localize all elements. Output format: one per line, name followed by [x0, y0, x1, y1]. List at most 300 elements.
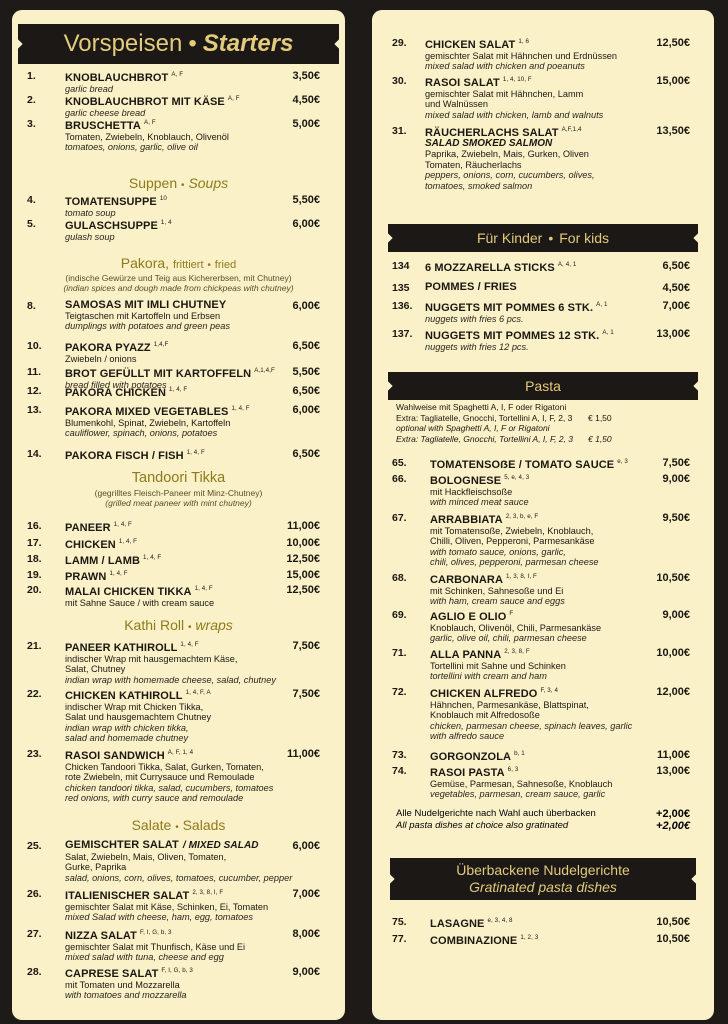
- item-price: 6,50€: [292, 385, 320, 397]
- item-number: 3.: [27, 118, 36, 130]
- item-title: [65, 584, 320, 598]
- kids-header: Für Kinder • For kids: [388, 224, 698, 252]
- item-price: 10,00€: [656, 647, 690, 659]
- item-price: 13,50€: [656, 125, 690, 137]
- item-name: BOLOGNESE: [430, 475, 502, 487]
- item-number: 68.: [392, 572, 407, 584]
- menu-item: [392, 686, 690, 742]
- item-description-de: Chilli, Oliven, Pepperoni, Parmesankäse: [430, 536, 595, 546]
- menu-item: [27, 194, 320, 218]
- pasta-header: Pasta: [388, 372, 698, 400]
- menu-item: [392, 933, 690, 947]
- item-number: 26.: [27, 888, 42, 900]
- item-name: GULASCHSUPPE: [65, 220, 158, 232]
- item-number: 28.: [27, 966, 42, 978]
- item-description-en: cauliflower, spinach, onions, potatoes: [65, 428, 218, 438]
- item-number: 23.: [27, 748, 42, 760]
- allergen-codes: 1, 4: [160, 219, 172, 226]
- item-description-de: Salat, Chutney: [65, 664, 126, 674]
- item-name: GORGONZOLA: [430, 751, 512, 763]
- allergen-codes: A, F: [143, 119, 156, 126]
- item-subtitle: / MIXED SALAD: [182, 840, 259, 851]
- item-name: KNOBLAUCHBROT MIT KÄSE: [65, 96, 225, 108]
- item-name: KNOBLAUCHBROT: [65, 72, 169, 84]
- item-title: [430, 647, 690, 661]
- item-title: [65, 569, 320, 583]
- menu-item: [392, 749, 690, 763]
- right-menu-panel: [372, 10, 714, 1020]
- item-name: PAKORA PYAZZ: [65, 342, 151, 354]
- item-description-en: with alfredo sauce: [430, 731, 505, 741]
- item-number: 74.: [392, 765, 407, 777]
- item-price: 15,00€: [286, 569, 320, 581]
- item-number: 21.: [27, 640, 42, 652]
- item-number: 75.: [392, 916, 407, 928]
- item-description-de: und Walnüssen: [425, 99, 488, 109]
- menu-item: [392, 765, 690, 800]
- menu-item: [392, 609, 690, 644]
- item-description-de: rote Zwiebeln, mit Currysauce und Remoulade: [65, 772, 255, 782]
- gratin-extra: Alle Nudelgerichte nach Wahl auch überbacken +2,00€ All pasta dishes at choice also gratinated +2,00€: [396, 808, 690, 832]
- item-title: [430, 512, 690, 526]
- item-title: [425, 75, 690, 89]
- item-number: 10.: [27, 340, 42, 352]
- item-description-de: Salat und hausgemachtem Chutney: [65, 712, 212, 722]
- item-title: [65, 448, 320, 462]
- item-number: 12.: [27, 385, 42, 397]
- menu-item: [27, 118, 320, 153]
- menu-item: [392, 572, 690, 607]
- item-description-de: mit Sahne Sauce / with cream sauce: [65, 597, 215, 608]
- allergen-codes: A,1,4,F: [254, 367, 275, 374]
- item-price: 10,50€: [656, 916, 690, 928]
- allergen-codes: 1, 4, F, A: [185, 689, 211, 696]
- item-title: [65, 404, 320, 418]
- item-number: 69.: [392, 609, 407, 621]
- item-description-en: chicken tandoori tikka, salad, cucumbers, tomatoes: [65, 782, 274, 793]
- menu-item: [27, 218, 320, 242]
- menu-item: [27, 520, 320, 534]
- allergen-codes: 1, 4, F: [180, 641, 199, 648]
- allergen-codes: A,F,1,4: [561, 126, 582, 133]
- menu-item: [27, 748, 320, 804]
- item-name: ARRABBIATA: [430, 514, 503, 526]
- menu-item: [392, 125, 690, 191]
- item-price: 11,00€: [286, 748, 320, 760]
- item-price: 5,50€: [292, 366, 320, 378]
- item-title: [65, 888, 320, 902]
- item-price: 9,00€: [292, 966, 320, 978]
- item-description-en: mixed salad with tuna, cheese and egg: [65, 952, 224, 962]
- item-number: 11.: [27, 366, 42, 378]
- item-price: 15,00€: [656, 75, 690, 87]
- item-description-en: salad, onions, corn, olives, tomatoes, cucumber, pepper: [65, 872, 293, 883]
- allergen-codes: 1, 3, 8, I, F: [506, 573, 537, 580]
- item-number: 25.: [27, 840, 42, 852]
- menu-item: [392, 457, 690, 471]
- allergen-codes: 1, 4, 10, F: [502, 76, 532, 83]
- item-title: [65, 340, 320, 354]
- item-name: NIZZA SALAT: [65, 930, 137, 942]
- item-title: [425, 260, 690, 274]
- item-description-de: Tomaten, Räucherlachs: [425, 159, 522, 170]
- pakora-note: (indische Gewürze und Teig aus Kichererbsen, mit Chutney) (indian spices and dough made from chickpeas with chutney): [63, 273, 294, 293]
- allergen-codes: 2, 3, 8, F: [504, 648, 530, 655]
- item-number: 1.: [27, 70, 36, 82]
- item-description-de: Chicken Tandoori Tikka, Salat, Gurken, Tomaten,: [65, 761, 264, 772]
- item-description-de: Blumenkohl, Spinat, Zwiebeln, Kartoffeln: [65, 417, 231, 428]
- item-title: [65, 928, 320, 942]
- item-description-en: red onions, with curry sauce and remoulade: [65, 793, 244, 803]
- item-description-en: indian wrap with chicken tikka,: [65, 722, 189, 733]
- item-name: RASOI SANDWICH: [65, 750, 165, 762]
- item-description-en: garlic cheese bread: [65, 107, 146, 118]
- allergen-codes: b, 1: [514, 750, 525, 757]
- item-price: 9,00€: [662, 609, 690, 621]
- menu-item: [27, 688, 320, 744]
- item-description-en: garlic, olive oil, chili, parmesan cheese: [430, 633, 587, 643]
- item-name: CAPRESE SALAT: [65, 968, 159, 980]
- item-name: BRUSCHETTA: [65, 120, 141, 132]
- item-name: MALAI CHICKEN TIKKA: [65, 586, 192, 598]
- soups-title: Suppen • Soups: [128, 175, 229, 191]
- item-description-en: peppers, onions, corn, cucumbers, olives,: [425, 170, 595, 180]
- menu-item: [27, 70, 320, 94]
- allergen-codes: F, 3, 4: [540, 687, 558, 694]
- item-name: PAKORA CHICKEN: [65, 387, 167, 399]
- item-name: RASOI SALAT: [425, 77, 500, 89]
- item-description-en: vegetables, parmesan, cream sauce, garlic: [430, 789, 606, 799]
- item-number: 27.: [27, 928, 42, 940]
- item-description-de: Tomaten, Zwiebeln, Knoblauch, Olivenöl: [65, 131, 229, 142]
- item-description-de: gemischter Salat mit Käse, Schinken, Ei, Tomaten: [65, 901, 269, 912]
- item-title: [430, 609, 690, 623]
- menu-item: [27, 569, 320, 583]
- item-name: CHICKEN KATHIROLL: [65, 690, 183, 702]
- item-price: 6,00€: [292, 404, 320, 416]
- item-title: [430, 916, 690, 930]
- item-description-en: chicken, parmesan cheese, spinach leaves, garlic: [430, 720, 633, 731]
- item-name: SAMOSAS MIT IMLI CHUTNEY: [65, 299, 227, 311]
- item-number: 18.: [27, 553, 42, 565]
- item-description-en: with tomato sauce, onions, garlic,: [430, 546, 566, 557]
- item-description-de: gemischter Salat mit Thunfisch, Käse und Ei: [65, 941, 246, 952]
- item-title: [65, 748, 320, 762]
- item-description-en: gulash soup: [65, 231, 115, 242]
- item-description-en: with minced meat sauce: [430, 497, 529, 507]
- allergen-codes: A, F: [171, 71, 184, 78]
- item-subtitle: SALAD SMOKED SALMON: [425, 137, 553, 149]
- item-price: 6,00€: [292, 218, 320, 230]
- allergen-codes: 1,4,F: [153, 341, 169, 348]
- menu-item: [392, 916, 690, 930]
- menu-item: [27, 640, 320, 685]
- item-name: AGLIO E OLIO: [430, 611, 507, 623]
- item-name: POMMES / FRIES: [425, 281, 517, 293]
- item-price: 11,00€: [286, 520, 320, 532]
- item-title: [430, 473, 690, 487]
- menu-item: [27, 404, 320, 439]
- item-number: 136.: [392, 300, 413, 312]
- item-description-en: tomato soup: [65, 207, 116, 218]
- item-price: 5,50€: [292, 194, 320, 206]
- starters-header-de: Vorspeisen: [63, 30, 183, 57]
- menu-item: [392, 75, 690, 120]
- item-number: 71.: [392, 647, 407, 659]
- item-description-en: tomatoes, smoked salmon: [425, 180, 533, 191]
- item-description-de: mit Tomatensoße, Zwiebeln, Knoblauch,: [430, 525, 594, 536]
- item-number: 30.: [392, 75, 407, 87]
- item-description-en: bread filled with potatoes: [65, 379, 167, 390]
- allergen-codes: 2, 3, 8, I, F: [192, 889, 224, 896]
- allergen-codes: F, I, G, b, 3: [139, 929, 172, 936]
- item-name: CARBONARA: [430, 574, 504, 586]
- item-name: TOMATENSUPPE: [65, 196, 157, 208]
- item-price: 11,00€: [656, 749, 690, 761]
- menu-item: [27, 385, 320, 399]
- allergen-codes: 1, 2, 3: [520, 934, 539, 941]
- item-description-en: indian wrap with homemade cheese, salad, chutney: [65, 674, 276, 685]
- starters-header: Vorspeisen • Starters: [18, 24, 339, 64]
- item-title: [65, 70, 320, 84]
- item-price: 3,50€: [292, 70, 320, 82]
- menu-item: [392, 473, 690, 508]
- item-description-de: Knoblauch mit Alfredosoße: [430, 710, 540, 720]
- item-number: 135: [392, 282, 410, 294]
- item-number: 134: [392, 260, 410, 272]
- allergen-codes: 1, 4, F: [143, 554, 162, 561]
- item-title: [425, 282, 690, 293]
- item-name: RÄUCHERLACHS SALAT: [425, 127, 559, 139]
- allergen-codes: e, 3, 4, 8: [487, 917, 513, 924]
- menu-item: [27, 840, 320, 883]
- item-number: 4.: [27, 194, 36, 206]
- menu-item: [392, 282, 690, 293]
- left-menu-panel: [12, 10, 345, 1020]
- item-title: [430, 686, 690, 700]
- allergen-codes: A, F, 1, 4: [167, 749, 194, 756]
- allergen-codes: 1, 4, F: [109, 570, 128, 577]
- salads-title: Salate • Salads: [131, 817, 226, 833]
- item-name: CHICKEN: [65, 539, 116, 551]
- menu-item: [27, 340, 320, 364]
- item-price: 12,00€: [656, 686, 690, 698]
- allergen-codes: A, 1: [596, 301, 608, 308]
- menu-item: [27, 300, 320, 332]
- item-description-de: Salat, Zwiebeln, Mais, Oliven, Tomaten,: [65, 851, 227, 862]
- item-number: 19.: [27, 569, 42, 581]
- item-description-en: salad and homemade chutney: [65, 733, 189, 743]
- menu-item: [27, 584, 320, 608]
- item-number: 14.: [27, 448, 42, 460]
- item-description-de: Tortellini mit Sahne und Schinken: [430, 660, 566, 671]
- item-name: COMBINAZIONE: [430, 935, 518, 947]
- item-price: 8,00€: [292, 928, 320, 940]
- item-price: 7,50€: [662, 457, 690, 469]
- item-number: 31.: [392, 125, 407, 137]
- item-description-de: mit Tomaten und Mozzarella: [65, 979, 180, 990]
- item-description-de: indischer Wrap mit Chicken Tikka,: [65, 701, 204, 712]
- item-title: [65, 520, 320, 534]
- item-description-de: Gurke, Paprika: [65, 862, 127, 872]
- item-description-de: Hähnchen, Parmesankäse, Blattspinat,: [430, 699, 589, 710]
- item-name: RASOI PASTA: [430, 767, 505, 779]
- item-description-de: mit Hackfleischsoße: [430, 486, 513, 497]
- item-description-de: Zwiebeln / onions: [65, 353, 137, 364]
- item-price: 10,50€: [656, 933, 690, 945]
- menu-item: [392, 647, 690, 682]
- item-price: 10,00€: [286, 537, 320, 549]
- item-name: PAKORA MIXED VEGETABLES: [65, 406, 229, 418]
- item-price: 12,50€: [656, 37, 690, 49]
- gratinated-header: Überbackene Nudelgerichte Gratinated pasta dishes: [390, 858, 696, 900]
- item-description-de: mit Schinken, Sahnesoße und Ei: [430, 585, 564, 596]
- item-price: 9,00€: [662, 473, 690, 485]
- item-number: 22.: [27, 688, 42, 700]
- item-number: 77.: [392, 933, 407, 945]
- allergen-codes: 1, 4, F: [194, 585, 213, 592]
- item-number: 73.: [392, 749, 407, 761]
- allergen-codes: F, I, G, b, 3: [161, 967, 193, 974]
- item-title: [65, 366, 320, 380]
- item-name: PAKORA FISCH / FISH: [65, 450, 184, 462]
- item-title: [65, 537, 320, 551]
- item-number: 13.: [27, 404, 42, 416]
- allergen-codes: 2, 3, b, e, F: [505, 513, 539, 520]
- item-number: 66.: [392, 473, 407, 485]
- item-price: 7,50€: [292, 640, 320, 652]
- kathi-title: Kathi Roll • wraps: [124, 617, 233, 633]
- item-number: 67.: [392, 512, 407, 524]
- item-title: [425, 300, 690, 314]
- item-title: [430, 765, 690, 779]
- allergen-codes: 10: [159, 195, 167, 202]
- item-name: CHICKEN ALFREDO: [430, 688, 538, 700]
- menu-item: [27, 94, 320, 118]
- item-price: 10,50€: [656, 572, 690, 584]
- item-title: [65, 640, 320, 654]
- item-name: 6 MOZZARELLA STICKS: [425, 262, 555, 274]
- allergen-codes: 1, 4, F: [186, 449, 205, 456]
- menu-item: [392, 260, 690, 274]
- item-description-en: with tomatoes and mozzarella: [65, 990, 187, 1000]
- item-price: 4,50€: [662, 282, 690, 294]
- menu-item: [27, 966, 320, 1001]
- item-title: [65, 385, 320, 399]
- item-description-en: nuggets with fries 6 pcs.: [425, 313, 524, 324]
- item-name: NUGGETS MIT POMMES 12 STK.: [425, 330, 600, 342]
- item-price: 9,50€: [662, 512, 690, 524]
- allergen-codes: F: [509, 610, 514, 617]
- item-title: [65, 688, 320, 702]
- item-description-de: indischer Wrap mit hausgemachtem Käse,: [65, 653, 238, 664]
- menu-item: [392, 37, 690, 72]
- item-number: 8.: [27, 300, 36, 312]
- menu-item: [392, 300, 690, 324]
- item-description-en: nuggets with fries 12 pcs.: [425, 341, 529, 352]
- pasta-options-note: Wahlweise mit Spaghetti A, I, F oder Rigatoni Extra: Tagliatelle, Gnocchi, Tortellini A, I, F, 2, 3 € 1,50 optional with Spaghetti A, I, F or Rigatoni Extra: Tagliatelle, Gnocchi, Tortellini A, I, F, 2, 3 € 1,50: [396, 402, 612, 444]
- item-name: GEMISCHTER SALAT: [65, 839, 179, 851]
- tandoori-title: Tandoori Tikka: [131, 470, 226, 486]
- item-price: 7,00€: [292, 888, 320, 900]
- item-price: 12,50€: [286, 584, 320, 596]
- menu-item: [392, 512, 690, 568]
- item-title: [65, 118, 320, 132]
- item-title: [430, 457, 690, 471]
- item-name: ALLA PANNA: [430, 649, 502, 661]
- item-title: [425, 125, 690, 139]
- allergen-codes: 1, 4, F: [113, 521, 132, 528]
- item-name: LASAGNE: [430, 918, 485, 930]
- item-title: [430, 749, 690, 763]
- item-number: 16.: [27, 520, 42, 532]
- item-description-de: Paprika, Zwiebeln, Mais, Gurken, Oliven: [425, 149, 589, 159]
- starters-header-en: Starters: [202, 30, 294, 57]
- item-description-en: mixed Salad with cheese, ham, egg, tomatoes: [65, 912, 253, 922]
- item-price: 7,00€: [662, 300, 690, 312]
- item-name: NUGGETS MIT POMMES 6 STK.: [425, 302, 594, 314]
- menu-item: [27, 448, 320, 462]
- item-name: PRAWN: [65, 571, 107, 583]
- item-description-en: chili, olives, pepperoni, parmesan cheese: [430, 557, 599, 567]
- allergen-codes: A, 4, 1: [557, 261, 577, 268]
- item-name: LAMM / LAMB: [65, 555, 141, 567]
- allergen-codes: A, F: [227, 95, 240, 102]
- item-description-en: mixed salad with chicken, lamb and walnuts: [425, 109, 604, 120]
- item-description-en: dumplings with potatoes and green peas: [65, 321, 230, 331]
- item-name: TOMATENSOẞE / TOMATO SAUCE: [430, 459, 615, 471]
- item-description-en: tomatoes, onions, garlic, olive oil: [65, 142, 198, 152]
- allergen-codes: A, 1: [602, 329, 614, 336]
- item-title: [65, 218, 320, 232]
- pakora-title: Pakora, frittiert • fried: [120, 255, 237, 271]
- item-price: 6,50€: [662, 260, 690, 272]
- item-number: 17.: [27, 537, 42, 549]
- allergen-codes: 1, 4, F: [231, 405, 250, 412]
- allergen-codes: 1, 4, F: [118, 538, 138, 545]
- item-description-de: gemischter Salat mit Hähnchen, Lamm: [425, 88, 584, 99]
- item-number: 29.: [392, 37, 407, 49]
- item-description-de: Gemüse, Parmesan, Sahnesoße, Knoblauch: [430, 778, 613, 789]
- allergen-codes: 5, e, 4, 3: [504, 474, 530, 481]
- menu-item: [27, 888, 320, 923]
- item-number: 20.: [27, 584, 42, 596]
- item-description-en: with ham, cream sauce and eggs: [430, 596, 565, 606]
- item-title: [430, 572, 690, 586]
- menu-item: [27, 553, 320, 567]
- tandoori-note: (gegrilltes Fleisch-Paneer mit Minz-Chutney) (grilled meat paneer with mint chutney): [94, 488, 263, 508]
- item-price: 6,50€: [292, 448, 320, 460]
- item-title: [65, 840, 320, 852]
- item-description-de: gemischter Salat mit Hähnchen und Erdnüssen: [425, 50, 618, 61]
- item-number: 72.: [392, 686, 407, 698]
- item-description-en: tortellini with cream and ham: [430, 671, 547, 681]
- item-title: [65, 966, 320, 980]
- item-price: 6,00€: [292, 840, 320, 852]
- item-price: 7,50€: [292, 688, 320, 700]
- item-price: 13,00€: [656, 765, 690, 777]
- item-name: ITALIENISCHER SALAT: [65, 890, 190, 902]
- item-description-en: garlic bread: [65, 83, 114, 94]
- item-price: 6,00€: [292, 300, 320, 312]
- item-name: BROT GEFÜLLT MIT KARTOFFELN: [65, 368, 252, 380]
- allergen-codes: 1, 4, F: [169, 386, 188, 393]
- item-name: PANEER: [65, 522, 111, 534]
- item-name: CHICKEN SALAT: [425, 39, 516, 51]
- item-price: 5,00€: [292, 118, 320, 130]
- allergen-codes: 6, 3: [507, 766, 519, 773]
- item-description-de: Knoblauch, Olivenöl, Chili, Parmesankäse: [430, 622, 602, 633]
